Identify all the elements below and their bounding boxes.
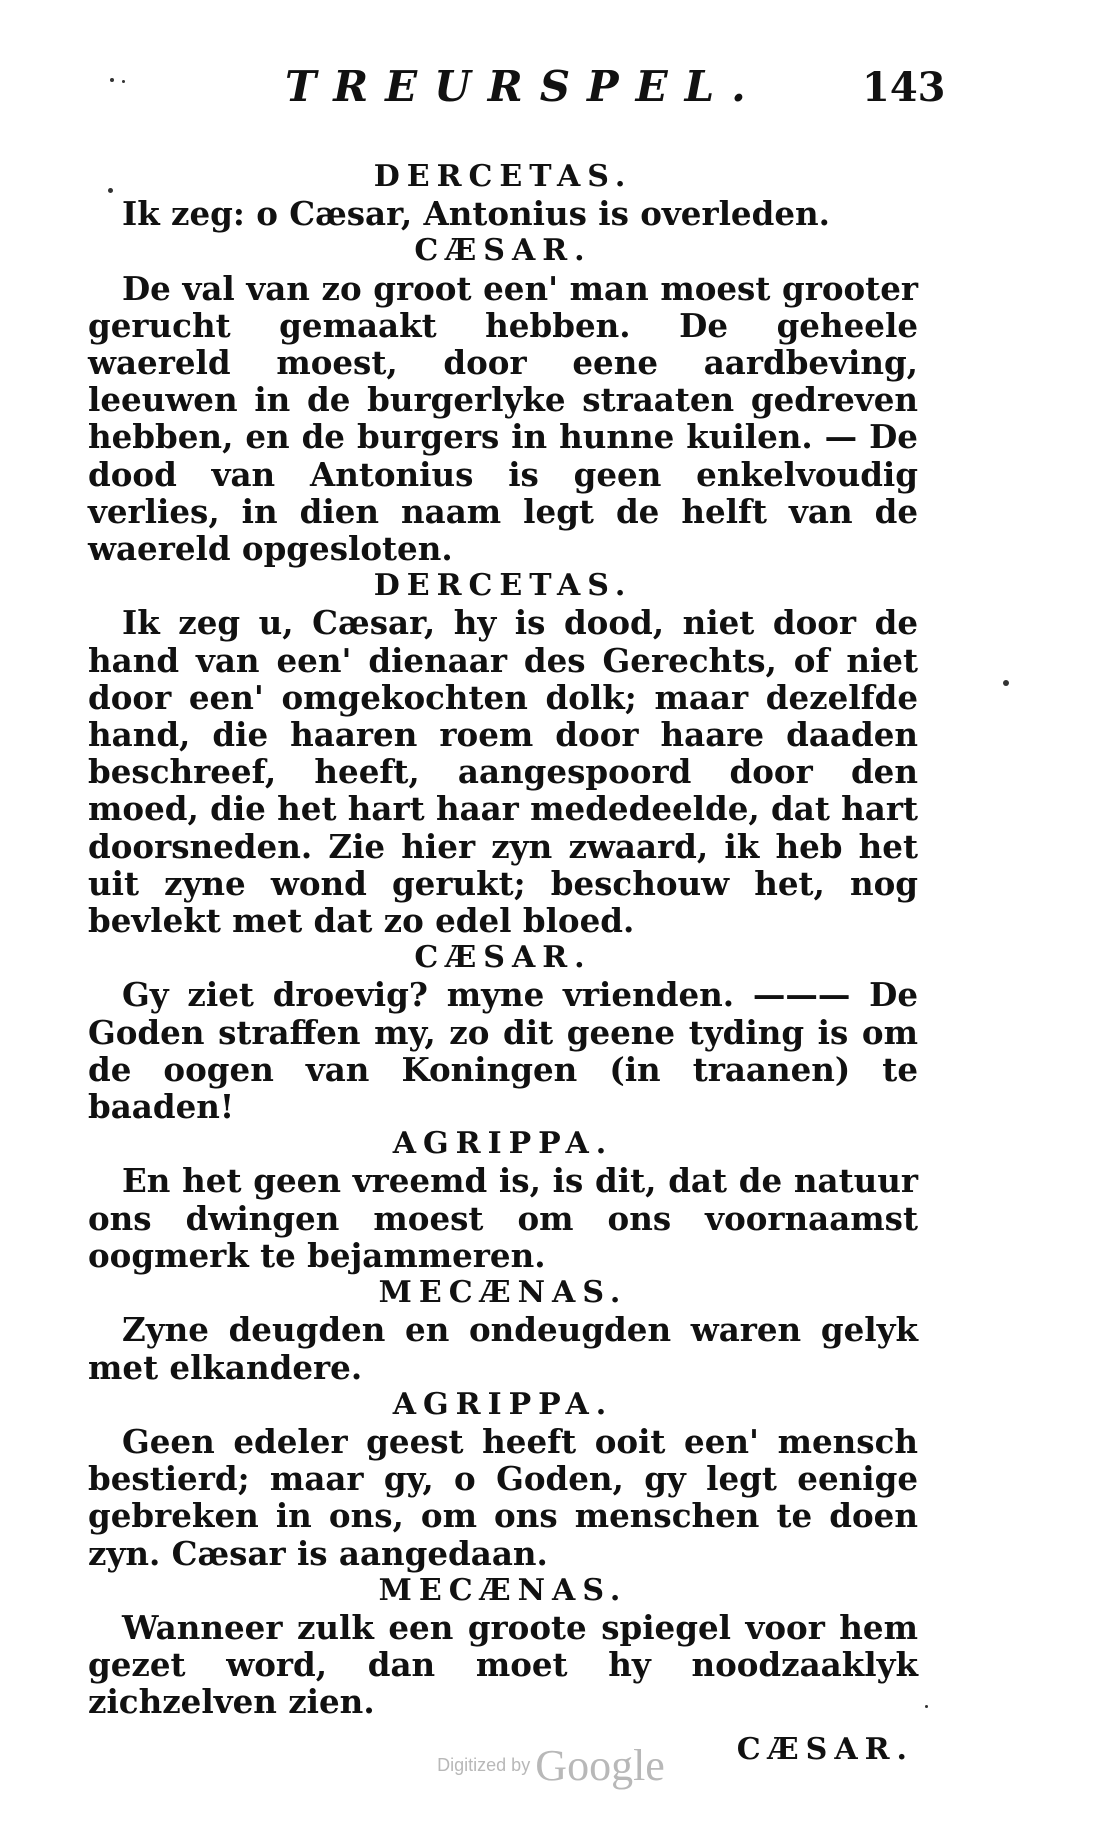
- speaker-name: DERCETAS.: [373, 568, 633, 604]
- page-header: [0, 62, 1102, 122]
- digitized-watermark: [0, 1740, 1102, 1791]
- print-speck: [122, 80, 125, 83]
- speech-text: Wanneer zulk een groote spiegel voor hem gezet word, dan moet hy noodzaaklyk zichzelven zien.: [88, 1607, 918, 1722]
- watermark-prefix: Digitized by: [437, 1755, 531, 1775]
- speech-text: En het geen vreemd is, is dit, dat de natuur ons dwingen moest om ons voornaamst oogmerk te bejammeren.: [88, 1161, 918, 1275]
- speaker-name: CÆSAR.: [414, 233, 592, 269]
- speech-text: De val van zo groot een' man moest grooter gerucht gemaakt hebben. De geheele waereld moest, door eene aardbeving, leeuwen in de burgerlyke straaten gedreven hebben, en de burgers in hunne kuilen. — De dood van Antonius is geen enkelvoudig verlies, in dien naam legt de helft van de waereld opgesloten.: [88, 268, 918, 569]
- page-number: 143: [862, 64, 946, 111]
- speech-text: Ik zeg u, Cæsar, hy is dood, niet door de hand van een' dienaar des Gerechts, of niet door een' omgekochten dolk; maar dezelfde hand, die haaren roem door haare daaden beschreef, heeft, aangespoord door den moed, die het hart haar mededeelde, dat hart doorsneden. Zie hier zyn zwaard, ik heb het uit zyne wond gerukt; beschouw het, nog bevlekt met dat zo edel bloed.: [88, 603, 918, 941]
- watermark-brand: Google: [535, 1741, 665, 1790]
- speaker-name: CÆSAR.: [414, 940, 592, 976]
- speaker-name: MECÆNAS.: [378, 1572, 628, 1608]
- print-speck: [108, 188, 113, 193]
- print-speck: [110, 78, 114, 82]
- speaker-name: AGRIPPA.: [392, 1126, 614, 1162]
- speech-text: Ik zeg: o Cæsar, Antonius is overleden.: [122, 194, 830, 234]
- speaker-name: DERCETAS.: [373, 159, 633, 194]
- running-title: TREURSPEL.: [285, 62, 763, 111]
- speaker-name: AGRIPPA.: [392, 1386, 614, 1422]
- print-speck: [925, 1705, 928, 1708]
- play-text: [88, 158, 918, 1768]
- print-speck: [1003, 680, 1009, 686]
- speech-text: Geen edeler geest heeft ooit een' mensch bestierd; maar gy, o Goden, gy legt eenige gebreken in ons, om ons menschen te doen zyn. Cæsar is aangedaan.: [88, 1421, 918, 1573]
- speech-text: Gy ziet droevig? myne vrienden. ——— De Goden straffen my, zo dit geene tyding is om de oogen van Koningen (in traanen) te baaden!: [88, 975, 918, 1127]
- speaker-name: MECÆNAS.: [378, 1275, 628, 1311]
- speech-text: Zyne deugden en ondeugden waren gelyk met elkandere.: [88, 1310, 918, 1387]
- catchword: CÆSAR.: [736, 1731, 914, 1767]
